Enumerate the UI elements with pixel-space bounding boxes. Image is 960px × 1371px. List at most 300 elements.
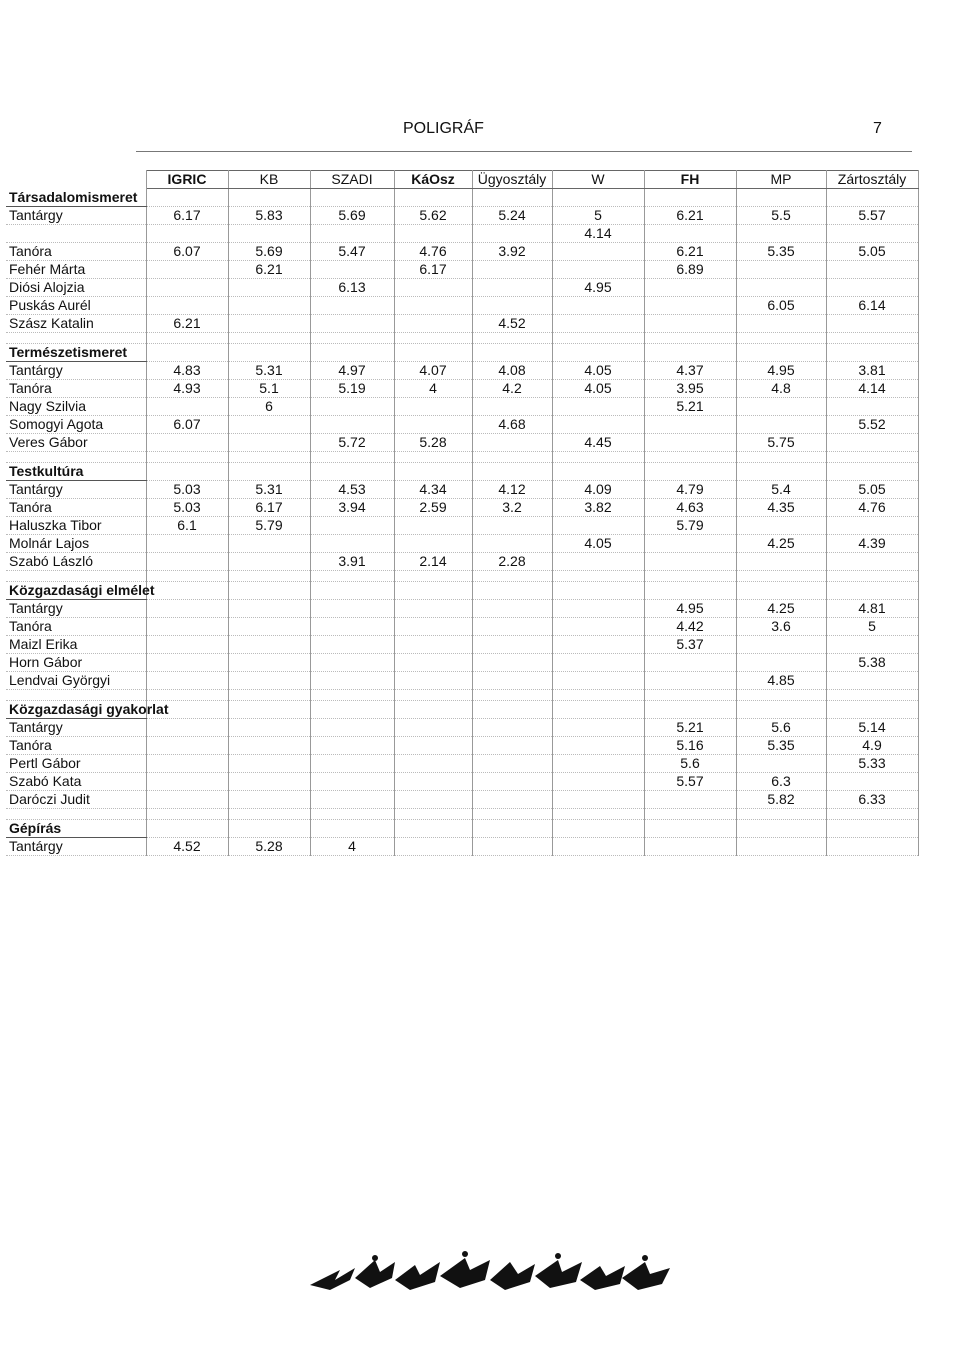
value-cell [228,754,310,772]
value-cell [146,653,228,671]
value-cell: 5.5 [736,206,826,224]
value-cell: 5.28 [394,433,472,451]
empty-cell [826,462,918,480]
value-cell [228,415,310,433]
empty-cell [394,332,472,343]
empty-cell [146,819,228,837]
value-cell [228,790,310,808]
empty-cell [394,189,472,207]
value-cell [146,552,228,570]
value-cell [146,718,228,736]
value-cell [310,790,394,808]
empty-cell [310,332,394,343]
table-row [6,671,918,689]
empty-cell [228,570,310,581]
value-cell: 4.76 [394,242,472,260]
empty-cell [736,581,826,599]
value-cell [228,635,310,653]
holly-garland-ornament [300,1240,680,1300]
row-label: Fehér Márta [6,260,146,278]
empty-cell [310,581,394,599]
value-cell: 5.82 [736,790,826,808]
value-cell: 4.2 [472,379,552,397]
value-cell: 3.91 [310,552,394,570]
section-title-row [6,343,918,361]
column-header: KáOsz [394,171,472,189]
empty-cell [826,700,918,718]
value-cell [394,671,472,689]
table-row [6,599,918,617]
value-cell: 5.03 [146,480,228,498]
value-cell [826,516,918,534]
value-cell: 5.24 [472,206,552,224]
value-cell [228,296,310,314]
value-cell [736,415,826,433]
value-cell [472,433,552,451]
value-cell: 4.83 [146,361,228,379]
value-cell: 6.07 [146,242,228,260]
header-rule [136,151,912,152]
value-cell: 3.95 [644,379,736,397]
value-cell [552,790,644,808]
value-cell: 6.3 [736,772,826,790]
value-cell [310,635,394,653]
value-cell [228,433,310,451]
empty-cell [472,700,552,718]
empty-cell [228,700,310,718]
row-label: Tanóra [6,617,146,635]
empty-cell [826,819,918,837]
value-cell: 4.53 [310,480,394,498]
empty-cell [228,332,310,343]
value-cell [310,718,394,736]
empty-cell [644,819,736,837]
empty-cell [552,332,644,343]
empty-cell [552,581,644,599]
value-cell: 5.05 [826,480,918,498]
value-cell [472,534,552,552]
column-header: MP [736,171,826,189]
value-cell: 3.94 [310,498,394,516]
value-cell [552,653,644,671]
value-cell: 6.89 [644,260,736,278]
empty-cell [228,581,310,599]
empty-cell [826,343,918,361]
empty-cell [228,808,310,819]
column-header: SZADI [310,171,394,189]
empty-cell [310,189,394,207]
row-label: Tanóra [6,736,146,754]
empty-cell [644,700,736,718]
section-title: Társadalomismeret [6,189,146,207]
value-cell: 5.38 [826,653,918,671]
value-cell [146,278,228,296]
value-cell: 6.13 [310,278,394,296]
value-cell: 4.9 [826,736,918,754]
empty-cell [644,808,736,819]
empty-cell [146,332,228,343]
row-label: Lendvai Györgyi [6,671,146,689]
row-label: Tantárgy [6,718,146,736]
value-cell: 6.21 [644,242,736,260]
value-cell: 2.14 [394,552,472,570]
value-cell [146,772,228,790]
table-row [6,415,918,433]
value-cell [644,224,736,242]
empty-cell [394,700,472,718]
value-cell [826,278,918,296]
empty-cell [644,462,736,480]
value-cell: 5.57 [826,206,918,224]
value-cell [228,736,310,754]
value-cell [644,671,736,689]
value-cell: 5.03 [146,498,228,516]
value-cell [644,790,736,808]
value-cell: 5.21 [644,397,736,415]
table-row [6,653,918,671]
empty-cell [310,451,394,462]
value-cell: 5.57 [644,772,736,790]
table-row [6,736,918,754]
value-cell [146,617,228,635]
value-cell: 6.05 [736,296,826,314]
table-row [6,837,918,855]
empty-cell [472,462,552,480]
value-cell: 5.37 [644,635,736,653]
empty-cell [826,570,918,581]
table-row [6,534,918,552]
value-cell: 5.28 [228,837,310,855]
empty-cell [394,570,472,581]
value-cell [552,260,644,278]
table-row [6,635,918,653]
value-cell [472,754,552,772]
value-cell: 5.79 [644,516,736,534]
empty-cell [472,332,552,343]
section-title: Gépírás [6,819,146,837]
value-cell: 4.35 [736,498,826,516]
value-cell [394,837,472,855]
empty-cell [472,189,552,207]
empty-cell [472,451,552,462]
value-cell: 6 [228,397,310,415]
value-cell: 4.14 [552,224,644,242]
value-cell [472,516,552,534]
value-cell [310,260,394,278]
value-cell: 4.95 [644,599,736,617]
empty-cell [6,570,146,581]
column-header: W [552,171,644,189]
table-row [6,260,918,278]
table-row [6,552,918,570]
value-cell: 4.8 [736,379,826,397]
value-cell: 5.05 [826,242,918,260]
value-cell: 5.1 [228,379,310,397]
value-cell [228,718,310,736]
value-cell [394,617,472,635]
value-cell [228,772,310,790]
empty-cell [644,343,736,361]
value-cell [310,736,394,754]
value-cell [552,635,644,653]
header-blank-cell [6,171,146,189]
value-cell [310,617,394,635]
value-cell: 4.09 [552,480,644,498]
row-label: Tantárgy [6,206,146,224]
value-cell [644,837,736,855]
spacer-row [6,689,918,700]
value-cell [310,314,394,332]
value-cell [472,772,552,790]
value-cell: 3.2 [472,498,552,516]
empty-cell [736,332,826,343]
value-cell: 5.69 [228,242,310,260]
spacer-row [6,451,918,462]
empty-cell [644,570,736,581]
empty-cell [146,451,228,462]
empty-cell [146,808,228,819]
empty-cell [826,581,918,599]
value-cell [644,278,736,296]
value-cell: 6.21 [146,314,228,332]
empty-cell [644,451,736,462]
value-cell: 4.12 [472,480,552,498]
empty-cell [394,581,472,599]
value-cell [146,534,228,552]
row-label: Haluszka Tibor [6,516,146,534]
section-title-row [6,581,918,599]
value-cell [472,278,552,296]
grade-table [6,170,919,856]
value-cell: 3.92 [472,242,552,260]
value-cell [228,653,310,671]
value-cell [644,653,736,671]
table-row [6,772,918,790]
table-row [6,379,918,397]
value-cell [472,837,552,855]
empty-cell [552,189,644,207]
value-cell: 6.21 [228,260,310,278]
value-cell [736,397,826,415]
value-cell: 5.14 [826,718,918,736]
row-label: Tantárgy [6,361,146,379]
empty-cell [310,700,394,718]
empty-cell [6,808,146,819]
table-row [6,433,918,451]
value-cell [644,296,736,314]
value-cell [552,242,644,260]
table-row [6,397,918,415]
empty-cell [146,462,228,480]
value-cell: 5.19 [310,379,394,397]
table-row [6,754,918,772]
value-cell [146,260,228,278]
value-cell [394,278,472,296]
value-cell [472,397,552,415]
empty-cell [552,808,644,819]
row-label: Maizl Erika [6,635,146,653]
value-cell: 6.17 [394,260,472,278]
empty-cell [472,343,552,361]
value-cell [472,635,552,653]
value-cell [146,754,228,772]
value-cell [644,433,736,451]
value-cell: 4.39 [826,534,918,552]
table-row [6,224,918,242]
value-cell: 4.95 [736,361,826,379]
row-label: Tanóra [6,498,146,516]
value-cell [228,278,310,296]
row-label: Diósi Alojzia [6,278,146,296]
value-cell: 5.21 [644,718,736,736]
value-cell [310,772,394,790]
spacer-row [6,332,918,343]
empty-cell [310,689,394,700]
value-cell: 4.37 [644,361,736,379]
section-title: Közgazdasági elmélet [6,581,146,599]
value-cell: 4.52 [472,314,552,332]
value-cell [146,296,228,314]
empty-cell [736,462,826,480]
value-cell [394,736,472,754]
value-cell [310,224,394,242]
empty-cell [552,819,644,837]
value-cell [394,653,472,671]
table-row [6,790,918,808]
empty-cell [644,581,736,599]
value-cell [310,671,394,689]
value-cell [310,397,394,415]
empty-cell [310,570,394,581]
table-row [6,314,918,332]
column-header: IGRIC [146,171,228,189]
value-cell: 5 [552,206,644,224]
value-cell [472,260,552,278]
value-cell [736,314,826,332]
row-label: Tanóra [6,242,146,260]
empty-cell [826,189,918,207]
value-cell [394,754,472,772]
table-row [6,242,918,260]
value-cell: 4.95 [552,278,644,296]
value-cell [146,635,228,653]
value-cell [826,314,918,332]
empty-cell [6,451,146,462]
column-header-row [6,171,918,189]
row-label: Tantárgy [6,837,146,855]
row-label: Szász Katalin [6,314,146,332]
row-label: Tantárgy [6,599,146,617]
row-label: Horn Gábor [6,653,146,671]
value-cell: 4.93 [146,379,228,397]
empty-cell [472,689,552,700]
page-header [0,118,960,142]
empty-cell [146,581,228,599]
table-row [6,498,918,516]
empty-cell [552,462,644,480]
value-cell: 6.1 [146,516,228,534]
value-cell [736,278,826,296]
value-cell [394,397,472,415]
row-label: Daróczi Judit [6,790,146,808]
column-header: Zártosztály [826,171,918,189]
value-cell [146,599,228,617]
value-cell [552,599,644,617]
empty-cell [644,689,736,700]
value-cell [394,224,472,242]
empty-cell [736,689,826,700]
value-cell: 5.75 [736,433,826,451]
value-cell: 6.17 [146,206,228,224]
value-cell [826,552,918,570]
value-cell [228,671,310,689]
value-cell [826,260,918,278]
value-cell [394,635,472,653]
value-cell [552,617,644,635]
value-cell [736,224,826,242]
value-cell: 5.72 [310,433,394,451]
empty-cell [310,808,394,819]
empty-cell [826,451,918,462]
empty-cell [736,451,826,462]
empty-cell [552,689,644,700]
table-body [6,189,918,856]
value-cell [826,397,918,415]
value-cell [826,433,918,451]
value-cell: 5.52 [826,415,918,433]
row-label: Nagy Szilvia [6,397,146,415]
value-cell: 5.69 [310,206,394,224]
value-cell: 5.35 [736,736,826,754]
value-cell: 5.6 [644,754,736,772]
table-row [6,206,918,224]
value-cell: 6.14 [826,296,918,314]
value-cell [394,599,472,617]
value-cell [146,790,228,808]
value-cell [472,224,552,242]
value-cell: 5.4 [736,480,826,498]
value-cell: 2.59 [394,498,472,516]
empty-cell [394,808,472,819]
empty-cell [472,581,552,599]
empty-cell [228,462,310,480]
value-cell [310,516,394,534]
table-row [6,278,918,296]
empty-cell [6,332,146,343]
value-cell [394,790,472,808]
empty-cell [394,462,472,480]
value-cell [394,415,472,433]
value-cell [552,671,644,689]
value-cell: 4.05 [552,361,644,379]
value-cell [552,415,644,433]
table-row [6,480,918,498]
value-cell: 4.52 [146,837,228,855]
section-title-row [6,700,918,718]
value-cell [472,599,552,617]
empty-cell [6,689,146,700]
empty-cell [826,332,918,343]
empty-cell [826,808,918,819]
page-number: 7 [873,120,882,137]
value-cell [736,635,826,653]
value-cell [736,653,826,671]
value-cell: 2.28 [472,552,552,570]
row-label: Tantárgy [6,480,146,498]
value-cell [228,617,310,635]
value-cell [472,617,552,635]
value-cell: 4.08 [472,361,552,379]
